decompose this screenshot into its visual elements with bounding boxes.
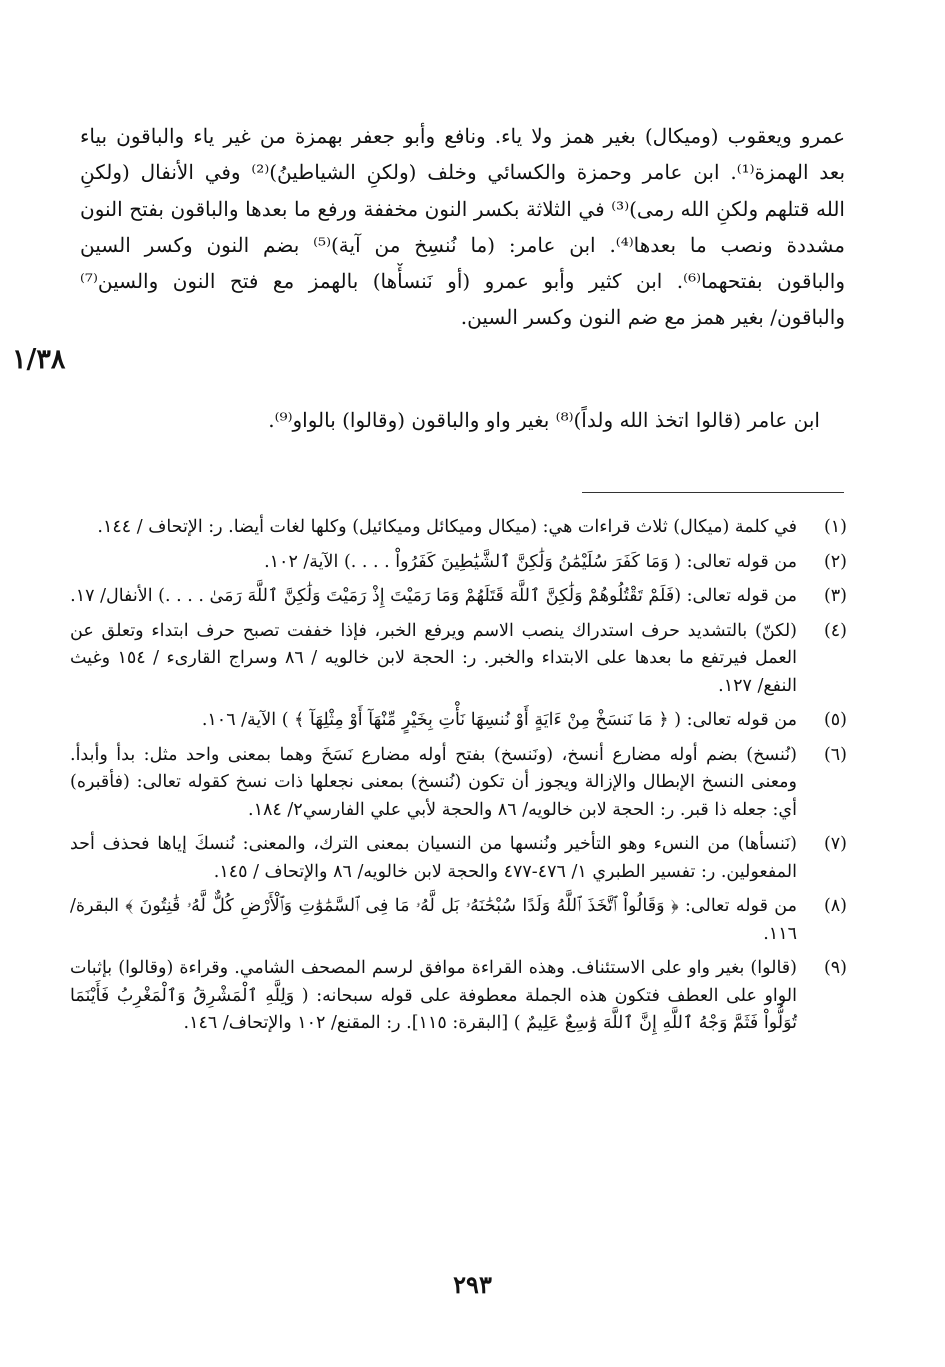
- footnote-number: (٥): [823, 710, 847, 730]
- footnote-number: (٩): [823, 958, 847, 978]
- footnote-number: (٨): [823, 896, 847, 916]
- footnote-number: (٧): [823, 834, 847, 854]
- footnote-text: في كلمة (ميكال) ثلاث قراءات هي: (ميكال وميكائل وميكائيل) وكلها لغات أيضا. ر: الإتحاف / ١٤٤.: [97, 517, 797, 537]
- footnote-number: (٦): [823, 744, 847, 765]
- main-text-line: مشددة ونصب ما بعدها⁽⁴⁾. ابن عامر: (ما نُنسِخ من آية)⁽⁵⁾ بضم النون وكسر السين: [80, 232, 845, 257]
- main-text-block: [80, 118, 845, 336]
- manuscript-folio-reference: ١/٣٨: [12, 344, 66, 375]
- footnote: [70, 742, 847, 825]
- footnote-text: من قوله تعالى: ( ﴿ مَا نَنسَخْ مِنْ ءَايَةٍ أَوْ نُنسِهَا نَأْتِ بِخَيْرٍ مِّنْهَآ أَوْ مِثْلِهَآ ﴾ ) الآية/ ١٠٦.: [201, 710, 797, 730]
- footnote-text: (نَنسأها) من النسء وهو التأخير ونُنسها من النسيان بمعنى الترك، والمعنى: نُنسكَ إياها فحذف أحد المفعولين. ر: تفسير الطبري ١/ ٤٧٦-٤٧٧ والحجة لابن خالويه/ ٨٦ والإتحاف / ١٤٥.: [70, 834, 797, 882]
- footnote-separator: [582, 492, 844, 493]
- footnote-text: من قوله تعالى: ﴿ وَقَالُواْ ٱتَّخَذَ ٱللَّهُ وَلَدًا سُبْحَٰنَهُۥ بَل لَّهُۥ مَا فِى ٱلسَّمَٰوَٰتِ وَٱلْأَرْضِ كُلٌّ لَّهُۥ قَٰنِتُونَ ﴾ البقرة/ ١١٦.: [70, 896, 797, 944]
- footnote-text: (نُنسخ) بضم أوله مضارع أنسخ، (ونَنسخ) بفتح أوله مضارع نَسَخَ وهما بمعنى واحد مثل: بدأ وأبدأ. ومعنى النسخ الإبطال والإزالة ويجوز أن تكون (نُنسخ) بمعنى نجعلها ذات نسخ كقوله تعالى: (فأقبره) أي: جعله ذا قبر. ر: الحجة لابن خالويه/ ٨٦ والحجة لأبي علي الفارسي٢/ ١٨٤.: [70, 744, 797, 820]
- footnote: [70, 707, 847, 735]
- footnote-text: (لكنّ) بالتشديد حرف استدراك ينصب الاسم ويرفع الخبر، فإذا خففت تصبح حرف ابتداء وتعلق عن العمل فيرتفع ما بعدها على الابتداء والخبر. ر: الحجة لابن خالويه / ٨٦ وسراج القارىء / ١٥٤ وغيث النفع/ ١٢٧.: [70, 620, 797, 696]
- main-text-line: عمرو ويعقوب (وميكال) بغير همز ولا ياء. ونافع وأبو جعفر بهمزة من غير ياء والباقون بياء: [80, 124, 845, 148]
- footnote: [70, 618, 847, 701]
- footnote: [70, 514, 847, 542]
- footnote: [70, 583, 847, 611]
- footnote-number: (٢): [823, 551, 847, 572]
- main-text-line: والباقون بفتحهما⁽⁶⁾. ابن كثير وأبو عمرو (أو نَنسأْها) بالهمز مع فتح النون والسين⁽⁷⁾: [80, 269, 845, 294]
- footnote-number: (٣): [823, 586, 847, 606]
- footnote: [70, 549, 847, 577]
- footnote: [70, 831, 847, 886]
- main-text-line: بعد الهمزة⁽¹⁾. ابن عامر وحمزة والكسائي وخلف (ولكنِ الشياطينُ)⁽²⁾ وفي الأنفال (ولكنِ: [80, 160, 845, 185]
- footnote-text: (قالوا) بغير واو على الاستئناف. وهذه القراءة موافق لرسم المصحف الشامي. وقراءة (وقالوا) بإثبات الواو على العطف فتكون هذه الجملة معطوفة على قوله سبحانه: ( وَلِلَّهِ ٱلْمَشْرِقُ وَٱلْمَغْرِبُ فَأَيْنَمَا تُوَلُّواْ فَثَمَّ وَجْهُ ٱللَّهِ إِنَّ ٱللَّهَ وَٰسِعٌ عَلِيمٌ ) [البقرة: ١١٥]. ر: المقنع/ ١٠٢ والإتحاف/ ١٤٦.: [70, 958, 797, 1033]
- footnote: [70, 893, 847, 948]
- main-text-line: والباقون/ بغير همز مع ضم النون وكسر السين.: [460, 305, 845, 330]
- main-text-line: الله قتلهم ولكنِ الله رمى)⁽³⁾ في الثلاثة بكسر النون مخففة ورفع ما بعدها والباقون بفتح النون: [80, 196, 845, 221]
- footnote-number: (١): [823, 517, 847, 537]
- footnote-text: من قوله تعالى: (فَلَمْ تَقْتُلُوهُمْ وَلَٰكِنَّ ٱللَّهَ قَتَلَهُمْ وَمَا رَمَيْتَ إِذْ رَمَيْتَ وَلَٰكِنَّ ٱللَّهَ رَمَىٰ . . . .) الأنفال/ ١٧.: [70, 586, 797, 606]
- main-text-paragraph-2: ابن عامر (قالوا اتخذ الله ولداً)⁽⁸⁾ بغير واو والباقون (وقالوا) بالواو⁽⁹⁾.: [268, 408, 820, 432]
- footnotes: [70, 514, 847, 1045]
- footnote: [70, 955, 847, 1038]
- footnote-text: من قوله تعالى: ( وَمَا كَفَرَ سُلَيْمَٰنُ وَلَٰكِنَّ ٱلشَّيَٰطِينَ كَفَرُواْ . . . .) الآية/ ١٠٢.: [264, 551, 797, 572]
- footnote-number: (٤): [823, 620, 847, 641]
- page-number: ٢٩٣: [453, 1270, 492, 1299]
